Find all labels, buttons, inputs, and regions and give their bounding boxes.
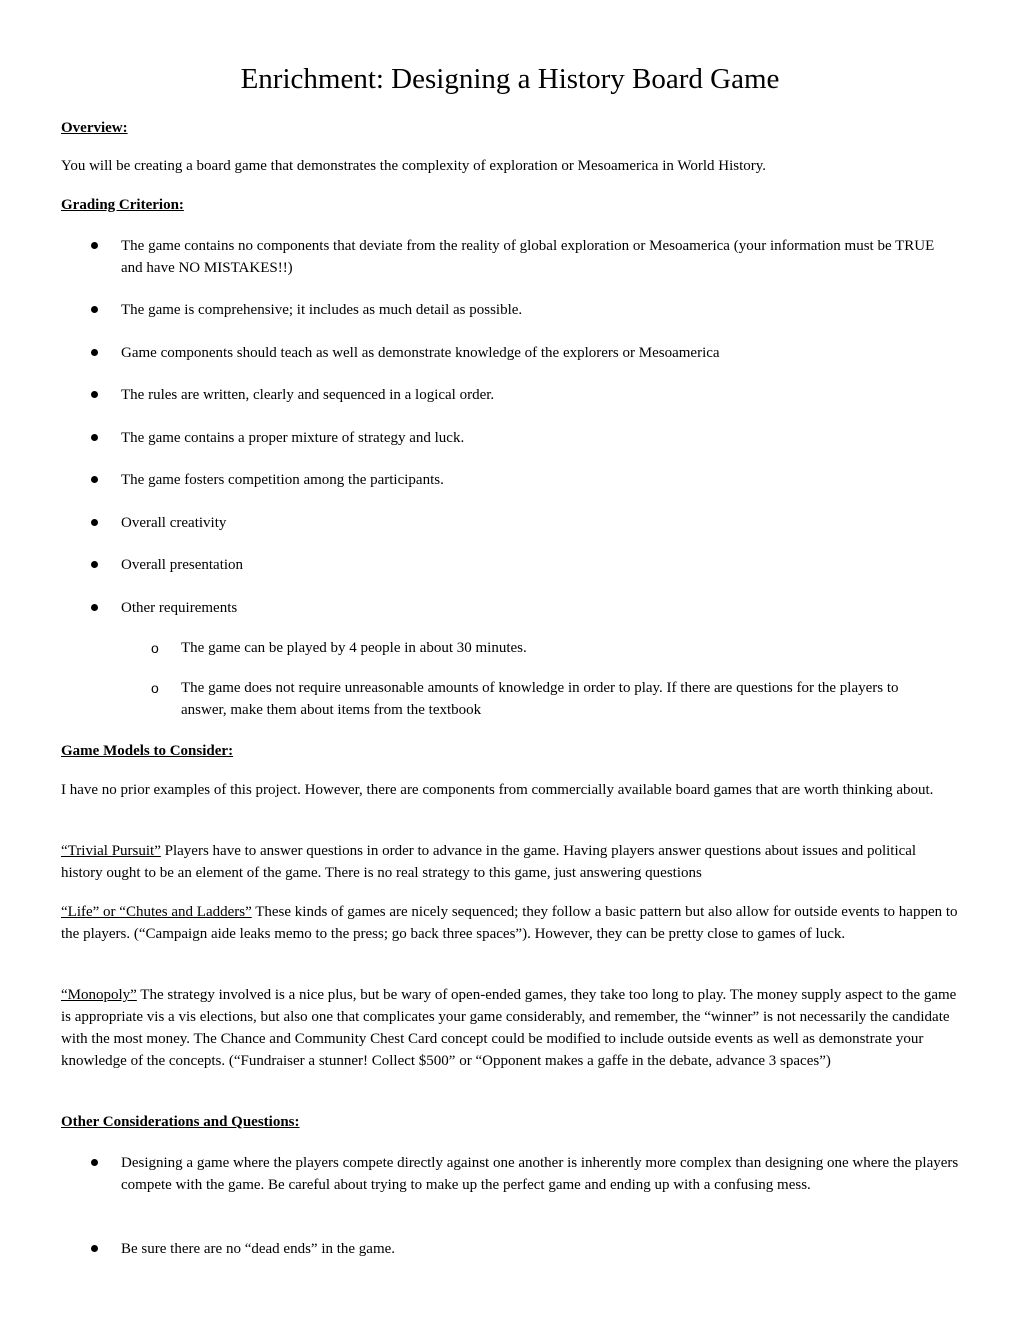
bullet-icon [91, 604, 98, 611]
model-description: These kinds of games are nicely sequenced; they follow a basic pattern but also allow for outside events to happen to the players. (“Campaign aide leaks memo to the press; go back three spaces”). However, they can be pretty close to games of luck. [61, 904, 958, 942]
model-name: “Monopoly” [61, 987, 137, 1003]
models-heading: Game Models to Consider: [61, 743, 234, 759]
model-monopoly [61, 984, 959, 1072]
models-intro: I have no prior examples of this project. However, there are components from commercially available board games that are worth thinking about. [61, 782, 934, 798]
bullet-icon [91, 561, 98, 568]
grading-bullet-text: Other requirements [121, 600, 238, 616]
model-name: “Life” or “Chutes and Ladders” [61, 904, 252, 920]
grading-sub-bullet-text: The game can be played by 4 people in about 30 minutes. [181, 640, 527, 656]
bullet-icon [91, 242, 98, 249]
model-life-chutes [61, 901, 959, 945]
sub-bullet-marker: o [151, 680, 159, 696]
bullet-icon [91, 391, 98, 398]
model-description: Players have to answer questions in order to advance in the game. Having players answer questions about issues and political history ought to be an element of the game. There is no real strategy to this game, just answering questions [61, 843, 917, 881]
bullet-icon [91, 476, 98, 483]
bullet-icon [91, 1159, 98, 1166]
grading-bullet-text: The game fosters competition among the participants. [121, 472, 444, 488]
overview-text: You will be creating a board game that demonstrates the complexity of exploration or Mesoamerica in World History. [61, 158, 767, 174]
bullet-icon [91, 519, 98, 526]
grading-bullet-text: Overall presentation [121, 557, 244, 573]
sub-bullet-marker: o [151, 640, 159, 656]
document-title: Enrichment: Designing a History Board Game [240, 63, 780, 95]
grading-bullet-text: Game components should teach as well as demonstrate knowledge of the explorers or Mesoamerica [121, 345, 720, 361]
bullet-icon [91, 1245, 98, 1252]
grading-bullet-text: The rules are written, clearly and sequenced in a logical order. [121, 387, 495, 403]
grading-bullet-text: The game contains a proper mixture of strategy and luck. [121, 430, 465, 446]
grading-bullet-text: The game contains no components that deviate from the reality of global exploration or Mesoamerica (your information must be TRUE and have NO MISTAKES!!) [121, 238, 935, 276]
grading-bullet-text: Overall creativity [121, 515, 227, 531]
grading-bullet-text: The game is comprehensive; it includes as much detail as possible. [121, 302, 523, 318]
other-heading: Other Considerations and Questions: [61, 1114, 300, 1130]
other-bullet-text: Be sure there are no “dead ends” in the game. [121, 1241, 396, 1257]
model-description: The strategy involved is a nice plus, but be wary of open-ended games, they take too long to play. The money supply aspect to the game is appropriate vis a vis elections, but also one that complicates your game considerably, and remember, the “winner” is not necessarily the candidate with the most money. The Chance and Community Chest Card concept could be modified to include outside events as well as demonstrate your knowledge of the concepts. (“Fundraiser a stunner! Collect $500” or “Opponent makes a gaffe in the debate, advance 3 spaces”) [61, 987, 957, 1069]
model-name: “Trivial Pursuit” [61, 843, 161, 859]
bullet-icon [91, 306, 98, 313]
bullet-icon [91, 434, 98, 441]
grading-heading: Grading Criterion: [61, 197, 184, 213]
other-bullet-text: Designing a game where the players compete directly against one another is inherently more complex than designing one where the players compete with the game. Be careful about trying to make up the perfect game and ending up with a confusing mess. [121, 1155, 959, 1193]
model-trivial-pursuit [61, 840, 959, 884]
grading-sub-bullet-text: The game does not require unreasonable amounts of knowledge in order to play. If there are questions for the players to answer, make them about items from the textbook [181, 680, 899, 718]
overview-heading: Overview: [61, 120, 128, 136]
bullet-icon [91, 349, 98, 356]
